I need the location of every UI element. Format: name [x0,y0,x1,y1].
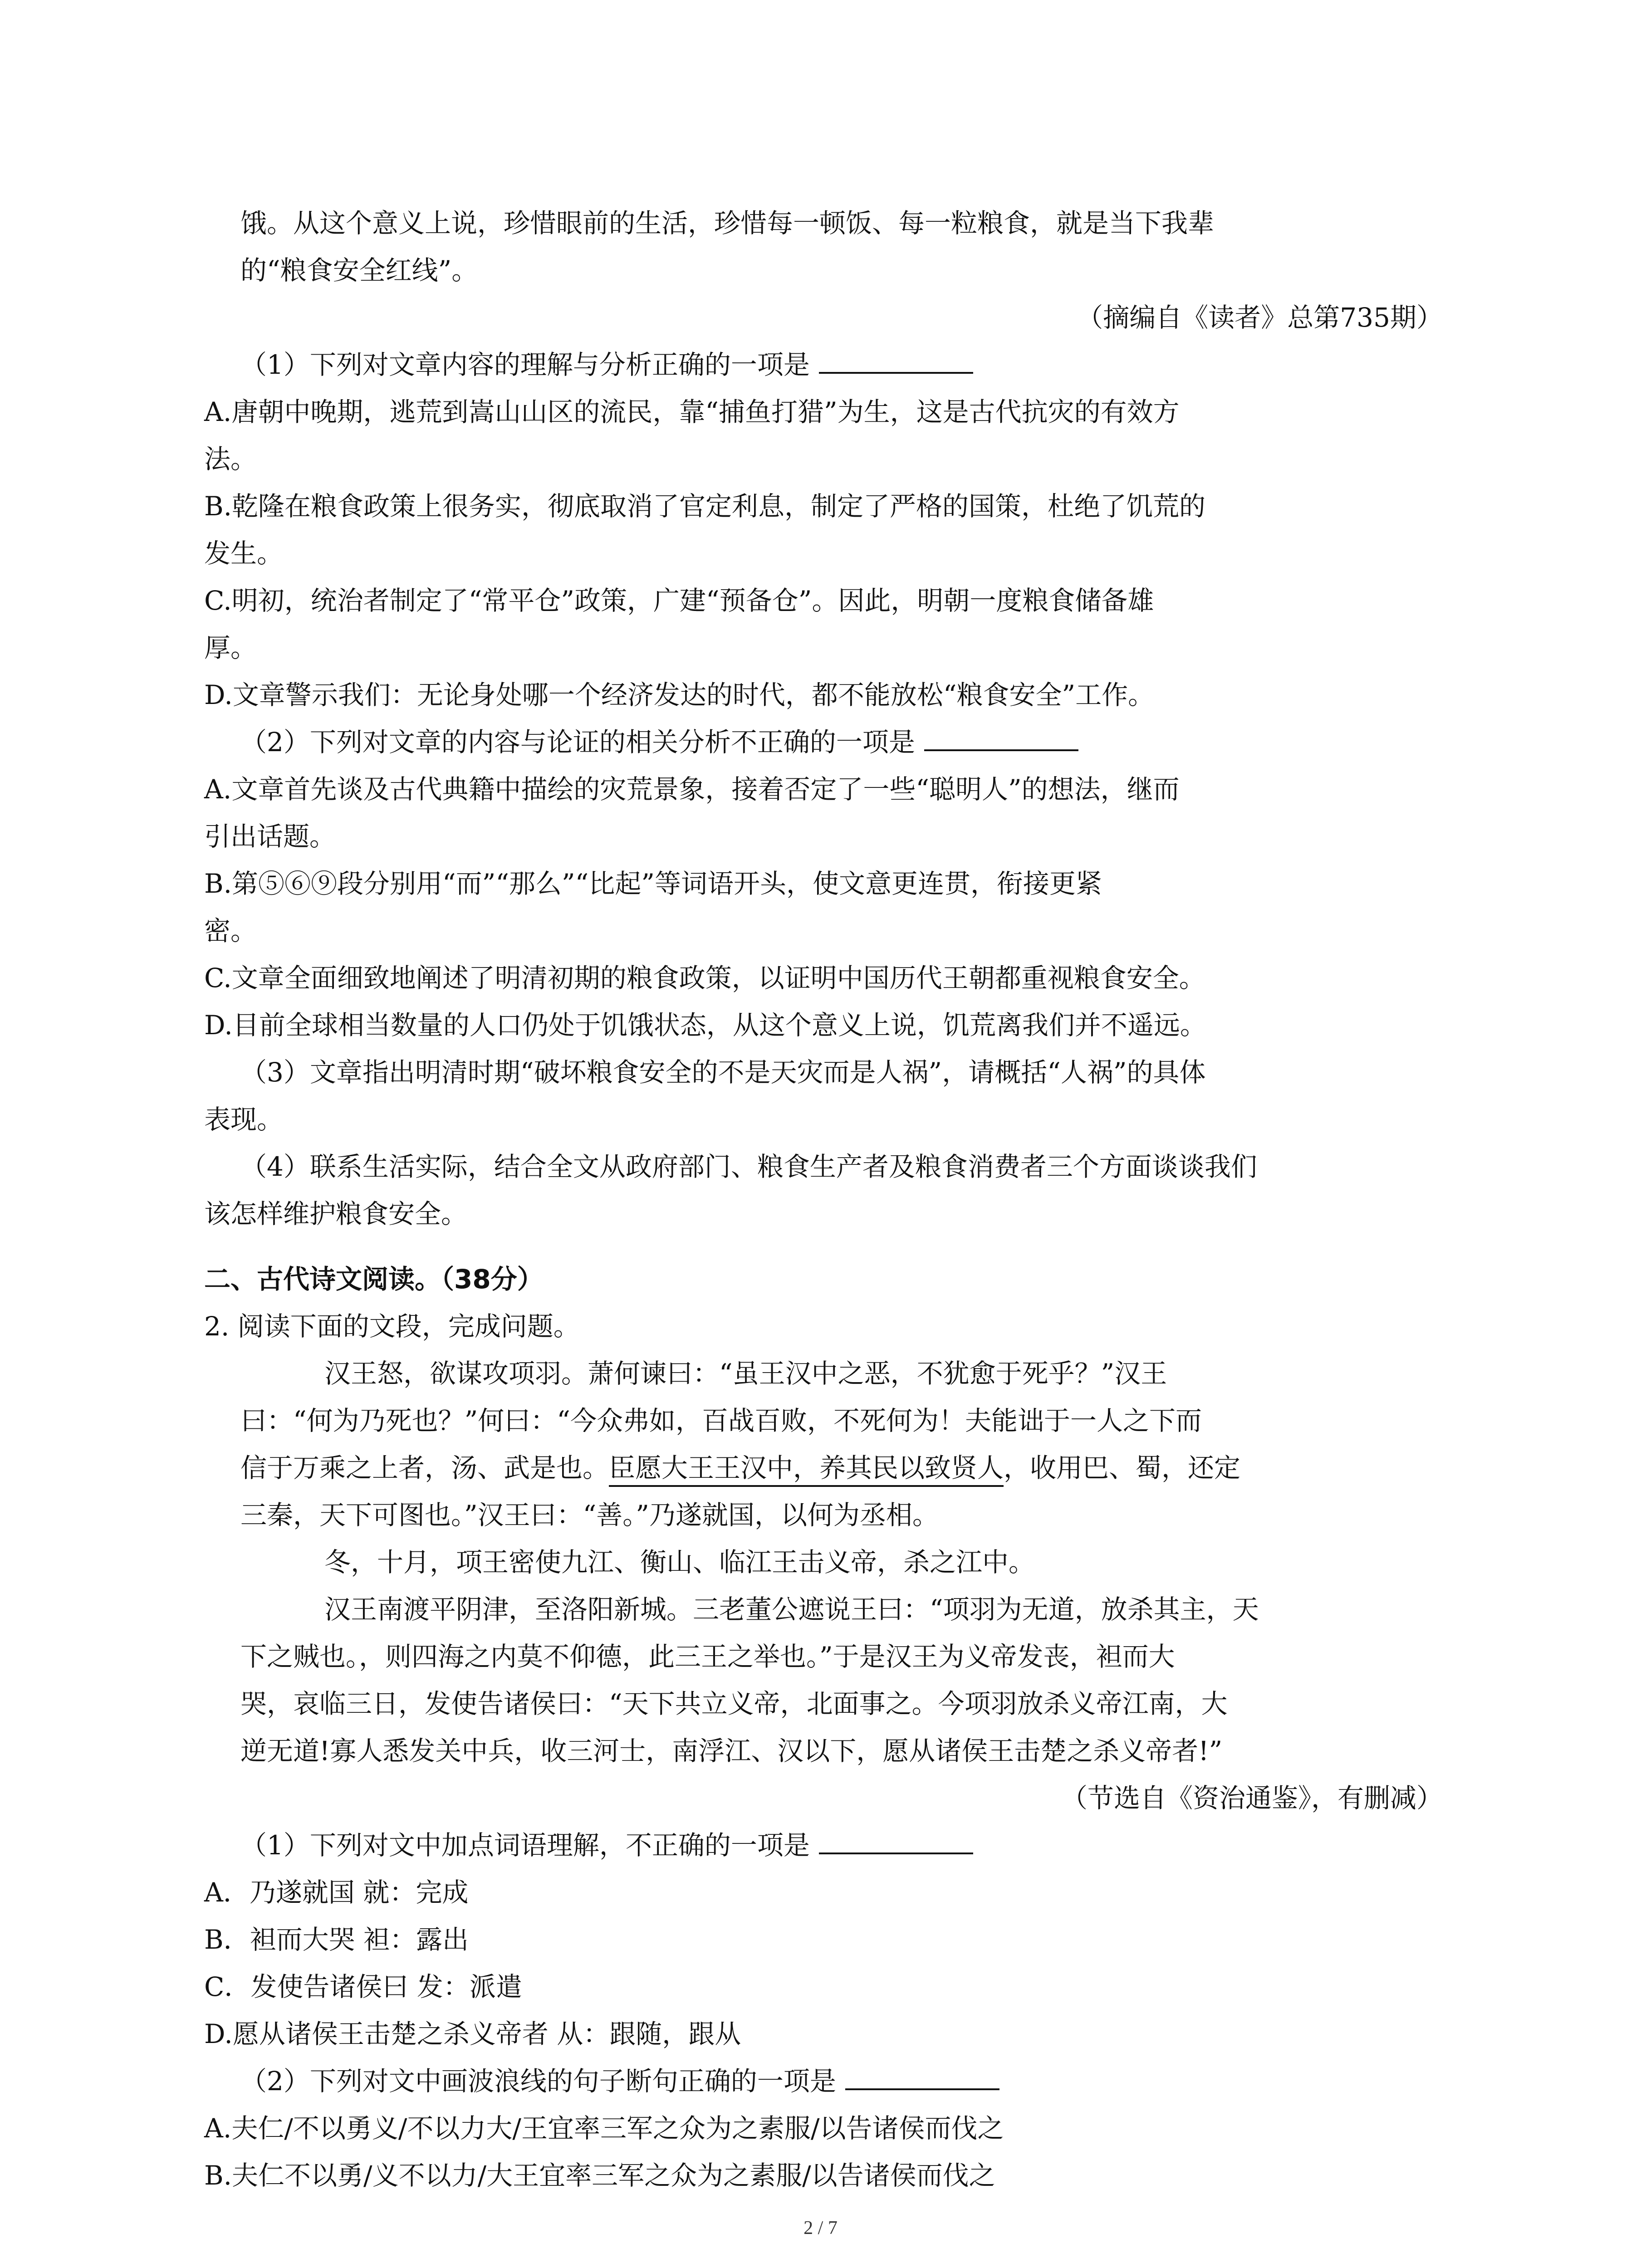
passage-line: 汉王怒，欲谋攻项羽。萧何谏曰：“虽王汉中之恶，不犹愈于死乎？”汉王 [324,1358,1167,1389]
option-b-cont: 密。 [204,915,257,946]
source-citation: （摘编自《读者》总第735期） [1077,302,1443,333]
question-4: （4）联系生活实际，结合全文从政府部门、粮食生产者及粮食消费者三个方面谈谈我们 [240,1151,1257,1182]
option-b: B.乾隆在粮食政策上很务实，彻底取消了官定利息，制定了严格的国策，杜绝了饥荒的 [204,491,1206,522]
option-d: D.愿从诸侯王击楚之杀义帝者 从：跟随，跟从 [204,2019,741,2049]
passage-line: 信于万乘之上者，汤、武是也。臣愿大王王汉中，养其民以致贤人，收用巴、蜀，还定 [240,1444,1465,1491]
passage-line: 下之贼也。，则四海之内莫不仰德，此三王之举也。”于是汉王为义帝发丧，袒而大 [240,1641,1175,1672]
passage-line: 哭，哀临三日，发使告诸侯曰：“天下共立义帝，北面事之。今项羽放杀义帝江南，大 [240,1688,1228,1719]
question-5-stem: （1）下列对文中加点词语理解，不正确的一项是 [240,1822,1465,1869]
answer-blank[interactable] [819,345,973,374]
text-line: 的“粮食安全红线”。 [240,255,478,286]
option-b: B．袒而大哭 袒：露出 [204,1924,469,1955]
question-3: （3）文章指出明清时期“破坏粮食安全的不是天灾而是人祸”，请概括“人祸”的具体 [240,1057,1206,1088]
answer-blank[interactable] [819,1825,973,1854]
question-1-stem: （1）下列对文章内容的理解与分析正确的一项是 [240,341,1465,388]
option-c-cont: 厚。 [204,632,257,663]
option-a: A.夫仁/不以勇义/不以力大/王宜率三军之众为之素服/以告诸侯而伐之 [204,2113,1004,2144]
question-2-stem: （2）下列对文章的内容与论证的相关分析不正确的一项是 [240,719,1465,766]
option-d: D.目前全球相当数量的人口仍处于饥饿状态，从这个意义上说，饥荒离我们并不遥远。 [204,1010,1206,1041]
option-b: B.夫仁不以勇/义不以力/大王宜率三军之众为之素服/以告诸侯而伐之 [204,2160,995,2191]
question-4-cont: 该怎样维护粮食安全。 [204,1198,468,1229]
option-c: C.文章全面细致地阐述了明清初期的粮食政策，以证明中国历代王朝都重视粮食安全。 [204,963,1205,993]
option-a-cont: 引出话题。 [204,821,336,852]
passage-line: 三秦，天下可图也。”汉王曰：“善。”乃遂就国，以何为丞相。 [240,1500,939,1530]
passage-line: 冬，十月，项王密使九江、衡山、临江王击义帝，杀之江中。 [324,1547,1035,1578]
passage-line: 曰：“何为乃死也？”何曰：“今众弗如，百战百败，不死何为！夫能诎于一人之下而 [240,1405,1202,1436]
option-a: A.文章首先谈及古代典籍中描绘的灾荒景象，接着否定了一些“聪明人”的想法，继而 [204,774,1180,805]
text-line: 饿。从这个意义上说，珍惜眼前的生活，珍惜每一顿饭、每一粒粮食，就是当下我辈 [240,208,1215,239]
question-6-stem: （2）下列对文中画波浪线的句子断句正确的一项是 [240,2058,1465,2105]
answer-blank[interactable] [924,722,1078,751]
page-content [204,200,1465,2199]
passage-line: 逆无道!寡人悉发关中兵，收三河士，南浮江、汉以下，愿从诸侯王击楚之杀义帝者!” [240,1735,1223,1766]
option-c: C．发使告诸侯曰 发：派遣 [204,1971,522,2002]
question-3-cont: 表现。 [204,1104,284,1135]
section-heading: 二、古代诗文阅读。（38分） [204,1264,544,1295]
option-a-cont: 法。 [204,444,257,474]
option-b-cont: 发生。 [204,538,284,569]
page-number: 2 / 7 [803,2218,838,2239]
option-d: D.文章警示我们：无论身处哪一个经济发达的时代，都不能放松“粮食安全”工作。 [204,679,1155,710]
source-citation: （节选自《资治通鉴》，有删减） [1061,1783,1443,1813]
option-c: C.明初，统治者制定了“常平仓”政策，广建“预备仓”。因此，明朝一度粮食储备雄 [204,585,1154,616]
underlined-sentence: 臣愿大王王汉中，养其民以致贤人 [609,1452,1004,1487]
option-b: B.第⑤⑥⑨段分别用“而”“那么”“比起”等词语开头，使文意更连贯，衔接更紧 [204,868,1102,899]
passage-line: 汉王南渡平阴津，至洛阳新城。三老董公遮说王曰：“项羽为无道，放杀其主，天 [324,1594,1259,1625]
answer-blank[interactable] [845,2061,999,2090]
option-a: A.唐朝中晚期，逃荒到嵩山山区的流民，靠“捕鱼打猎”为生，这是古代抗灾的有效方 [204,396,1180,427]
passage-intro: 2. 阅读下面的文段，完成问题。 [204,1311,580,1342]
option-a: A．乃遂就国 就：完成 [204,1877,469,1908]
